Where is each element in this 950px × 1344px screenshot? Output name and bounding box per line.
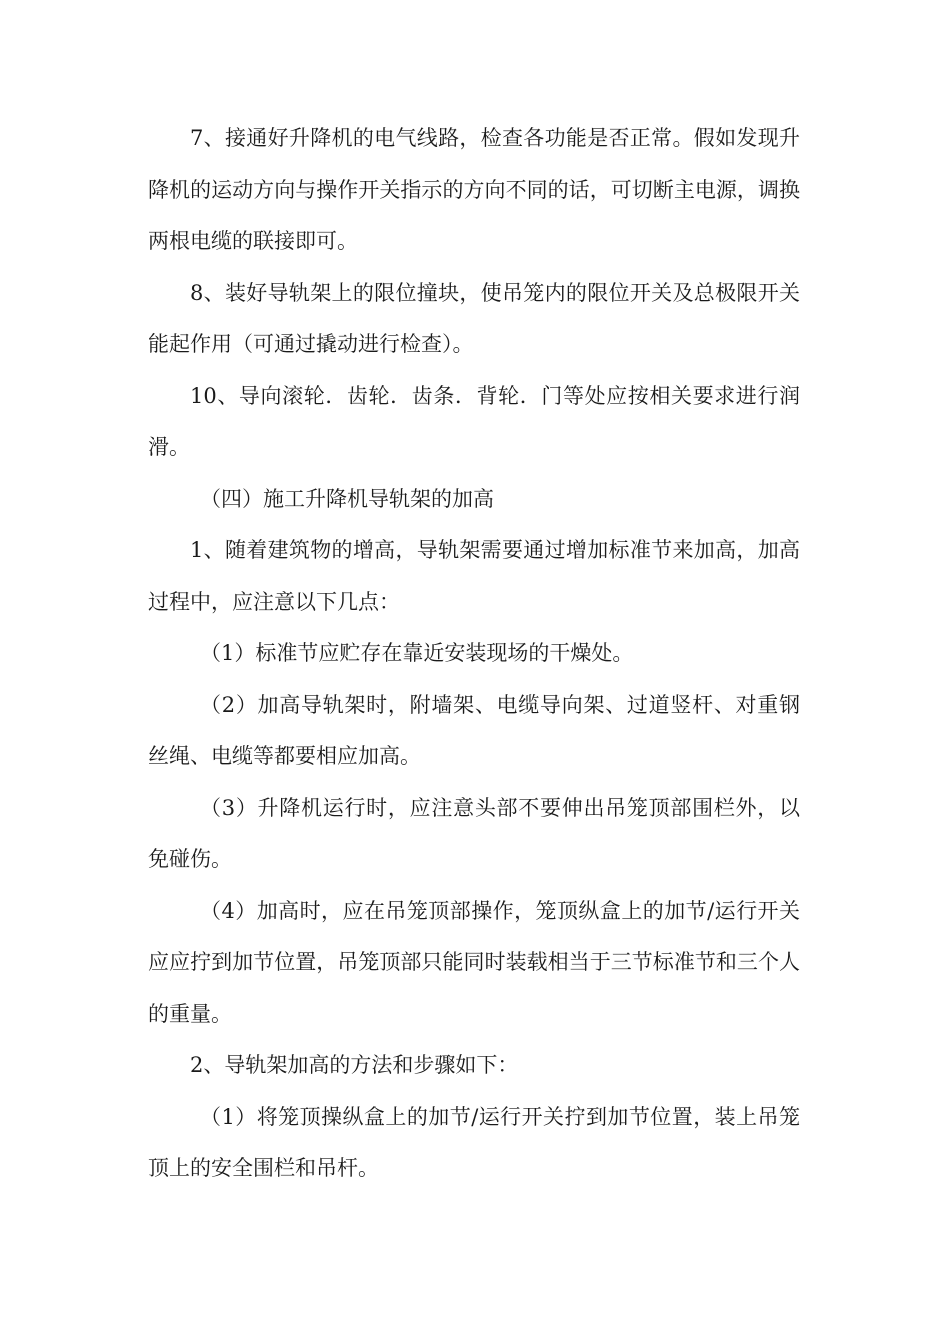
- paragraph-step-8: 8、装好导轨架上的限位撞块，使吊笼内的限位开关及总极限开关能起作用（可通过撬动进行检查）。: [148, 280, 800, 356]
- section-heading: （四）施工升降机导轨架的加高: [200, 486, 494, 511]
- paragraph-step-10: 10、导向滚轮．齿轮．齿条．背轮．门等处应按相关要求进行润滑。: [148, 383, 800, 459]
- paragraph-step-7: 7、接通好升降机的电气线路，检查各功能是否正常。假如发现升降机的运动方向与操作开关指示的方向不同的话，可切断主电源，调换两根电缆的联接即可。: [148, 126, 800, 253]
- paragraph-subitem-4: （4）加高时，应在吊笼顶部操作，笼顶纵盒上的加节/运行开关应应拧到加节位置，吊笼顶部只能同时装载相当于三节标准节和三个人的重量。: [148, 898, 800, 1026]
- paragraph-subitem-3: （3）升降机运行时，应注意头部不要伸出吊笼顶部围栏外，以免碰伤。: [148, 795, 800, 871]
- paragraph-item-1: 1、随着建筑物的增高，导轨架需要通过增加标准节来加高，加高过程中，应注意以下几点：: [148, 538, 800, 614]
- paragraph-subitem-1: （1）标准节应贮存在靠近安装现场的干燥处。: [200, 641, 634, 665]
- paragraph-item-2: 2、导轨架加高的方法和步骤如下：: [190, 1053, 519, 1077]
- paragraph-subitem-2: （2）加高导轨架时，附墙架、电缆导向架、过道竖杆、对重钢丝绳、电缆等都要相应加高。: [148, 692, 800, 768]
- document-body: [148, 113, 800, 1195]
- paragraph-step-1: （1）将笼顶操纵盒上的加节/运行开关拧到加节位置，装上吊笼顶上的安全围栏和吊杆。: [148, 1104, 800, 1180]
